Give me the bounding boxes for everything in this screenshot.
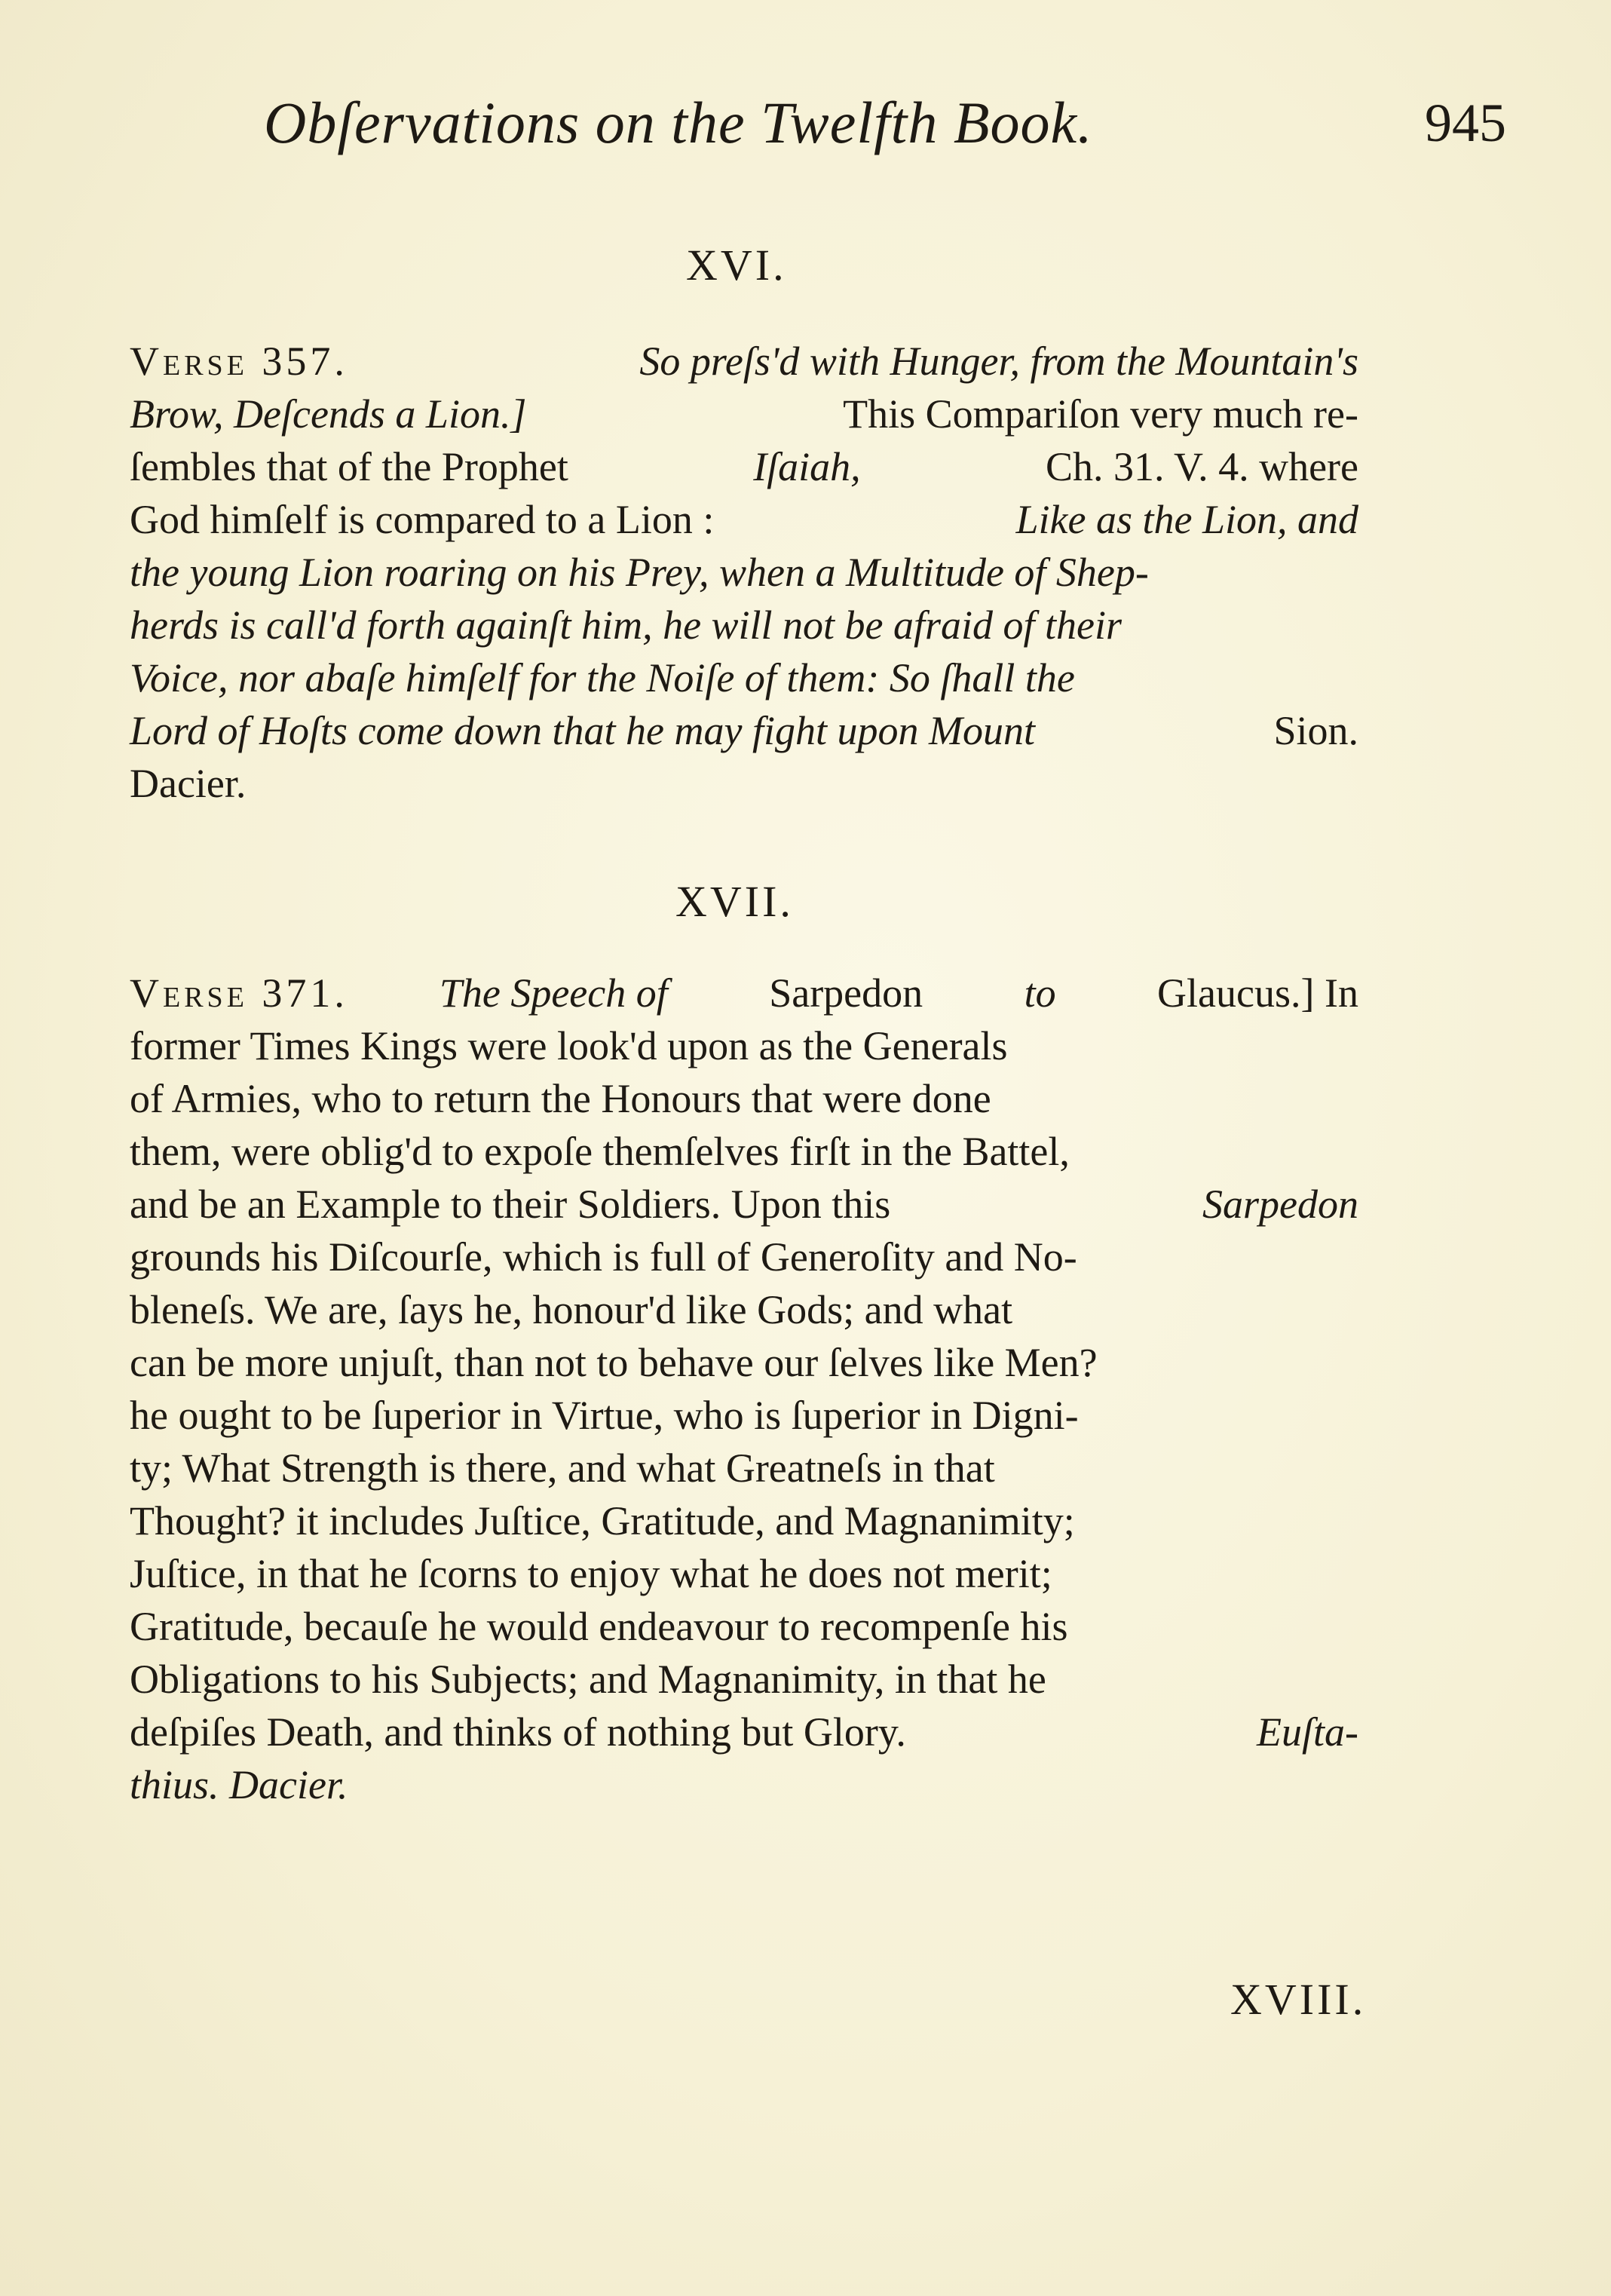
catchword: XVIII. xyxy=(1230,1975,1367,2024)
text-run: Glaucus.] In xyxy=(1157,970,1358,1016)
text-run: grounds his Diſcourſe, which is full of Generoſity and No- xyxy=(130,1234,1077,1280)
text-run: So preſs'd with Hunger, from the Mountain's xyxy=(639,339,1358,384)
text-line xyxy=(130,1550,1358,1603)
text-line xyxy=(130,1075,1358,1128)
text-run: he ought to be ſuperior in Virtue, who is ſuperior in Digni- xyxy=(130,1393,1079,1438)
text-run: Voice, nor abaſe himſelf for the Noiſe of them: So ſhall the xyxy=(130,655,1075,700)
text-run: can be more unjuſt, than not to behave our ſelves like Men? xyxy=(130,1340,1098,1385)
text-run: and be an Example to their Soldiers. Upon this xyxy=(130,1182,901,1227)
text-run: Brow, Deſcends a Lion.] xyxy=(130,391,527,437)
text-run: Sion. xyxy=(1273,708,1358,753)
text-line xyxy=(130,1234,1358,1286)
section-numeral-xvi: XVI. xyxy=(686,241,787,290)
text-run: Sarpedon xyxy=(769,970,933,1016)
text-run: Ch. 31. V. 4. where xyxy=(1035,444,1358,489)
text-run: God himſelf is compared to a Lion : xyxy=(130,497,724,542)
text-run: them, were oblig'd to expoſe themſelves firſt in the Battel, xyxy=(130,1129,1070,1174)
text-line xyxy=(130,549,1358,602)
text-line xyxy=(130,970,1358,1022)
running-title: Obſervations on the Twelfth Book. xyxy=(264,90,1093,155)
text-line xyxy=(130,1392,1358,1445)
text-run: ty; What Strength is there, and what Greatneſs in that xyxy=(130,1445,995,1491)
text-line xyxy=(130,338,1358,391)
text-line xyxy=(130,1339,1358,1392)
text-run: to xyxy=(1024,970,1067,1016)
text-line xyxy=(130,1286,1358,1339)
text-line xyxy=(130,1497,1358,1550)
text-run: former Times Kings were look'd upon as the Generals xyxy=(130,1023,1008,1068)
text-run: of Armies, who to return the Honours that were done xyxy=(130,1076,991,1121)
text-line xyxy=(130,1022,1358,1075)
text-line xyxy=(130,654,1358,707)
paragraph-verse-357 xyxy=(130,338,1358,813)
text-run: Verse 371. xyxy=(130,970,348,1016)
text-run: deſpiſes Death, and thinks of nothing but Glory. xyxy=(130,1709,917,1755)
text-run: Juſtice, in that he ſcorns to enjoy what he does not merit; xyxy=(130,1551,1052,1596)
text-line xyxy=(130,496,1358,549)
text-run: Obligations to his Subjects; and Magnanimity, in that he xyxy=(130,1657,1046,1702)
text-run: Verse 357. xyxy=(130,339,348,384)
text-run: the young Lion roaring on his Prey, when a Multitude of Shep- xyxy=(130,550,1149,595)
text-run: Lord of Hoſts come down that he may fight upon Mount xyxy=(130,708,1046,753)
text-line xyxy=(130,1445,1358,1497)
text-line xyxy=(130,1709,1358,1761)
text-run: Thought? it includes Juſtice, Gratitude, and Magnanimity; xyxy=(130,1498,1075,1543)
text-run: Sarpedon xyxy=(1202,1182,1358,1227)
text-line xyxy=(130,391,1358,443)
text-run: Like as the Lion, and xyxy=(1015,497,1358,542)
text-line xyxy=(130,1656,1358,1709)
text-line xyxy=(130,760,1358,813)
text-run: Euſta- xyxy=(1257,1709,1358,1755)
section-numeral-xvii: XVII. xyxy=(675,877,794,926)
page-number: 945 xyxy=(1425,93,1506,153)
paragraph-verse-371 xyxy=(130,970,1358,1814)
text-run: thius. Dacier. xyxy=(130,1762,348,1807)
text-run: Gratitude, becauſe he would endeavour to recompenſe his xyxy=(130,1604,1068,1649)
text-line xyxy=(130,1761,1358,1814)
text-line xyxy=(130,602,1358,654)
text-line xyxy=(130,1128,1358,1181)
text-run: herds is call'd forth againſt him, he will not be afraid of their xyxy=(130,602,1122,648)
text-run: bleneſs. We are, ſays he, honour'd like Gods; and what xyxy=(130,1287,1013,1332)
text-line xyxy=(130,1181,1358,1234)
text-line xyxy=(130,443,1358,496)
text-run: ſembles that of the Prophet xyxy=(130,444,579,489)
text-run: The Speech of xyxy=(439,970,678,1016)
text-run: Dacier. xyxy=(130,761,247,806)
text-run: This Compariſon very much re- xyxy=(843,391,1358,437)
text-line xyxy=(130,1603,1358,1656)
text-run: Iſaiah, xyxy=(753,444,861,489)
text-line xyxy=(130,707,1358,760)
